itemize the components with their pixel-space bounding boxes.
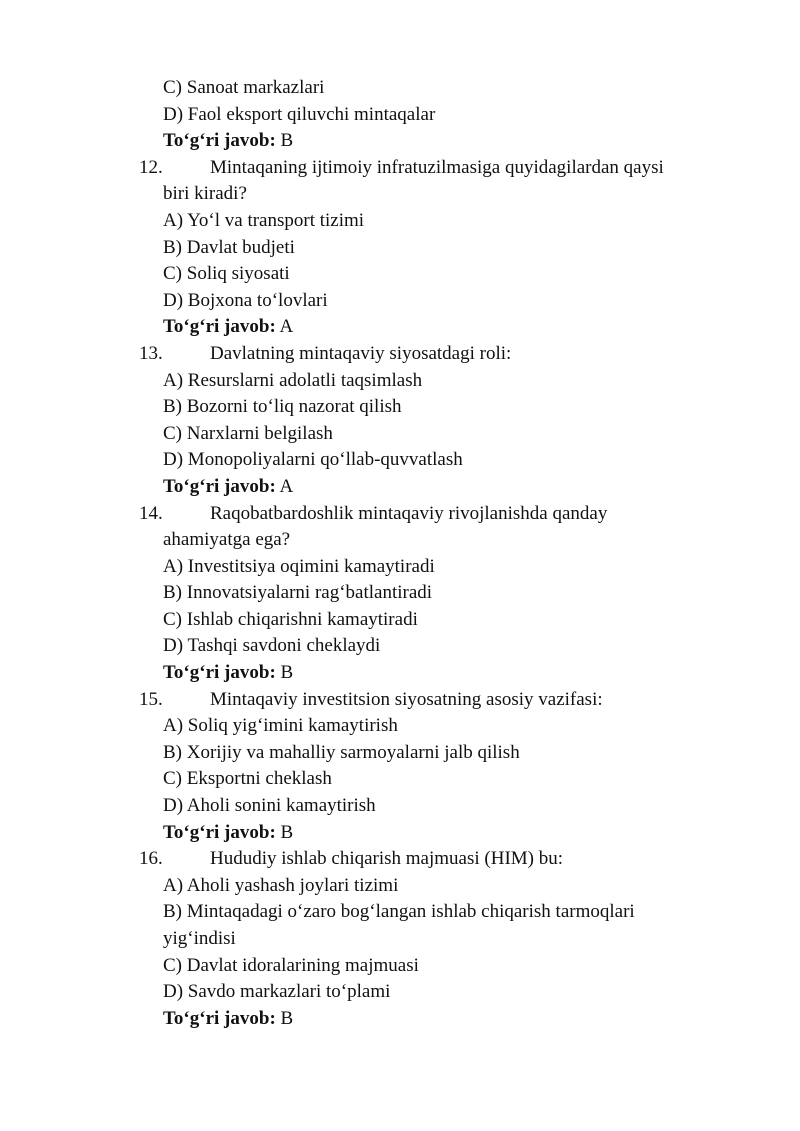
answer-label: To‘g‘ri javob: — [163, 130, 276, 152]
question-text-continued: ahamiyatga ega? — [163, 529, 291, 551]
question-line — [0, 341, 800, 368]
answer-value: B — [280, 821, 294, 843]
option-line: B) Innovatsiyalarni rag‘batlantiradi — [163, 582, 433, 604]
question-block-14 — [0, 501, 800, 687]
option-line: C) Soliq siyosati — [163, 263, 290, 285]
answer-line — [0, 128, 800, 155]
answer-value: B — [280, 662, 294, 684]
option-line: D) Tashqi savdoni cheklaydi — [163, 635, 381, 657]
document-page — [0, 75, 800, 1032]
question-line — [0, 501, 800, 528]
option-line: C) Sanoat markazlari — [163, 77, 325, 98]
answer-label: To‘g‘ri javob: — [163, 1007, 276, 1029]
question-text: Davlatning mintaqaviy siyosatdagi roli: — [210, 342, 512, 364]
option-line: A) Yo‘l va transport tizimi — [163, 209, 365, 231]
question-text-continued: biri kiradi? — [163, 183, 247, 205]
question-block-15 — [0, 687, 800, 847]
intro-block — [0, 75, 800, 155]
question-text: Raqobatbardoshlik mintaqaviy rivojlanishda qanday — [210, 502, 608, 524]
option-line: D) Faol eksport qiluvchi mintaqalar — [163, 103, 436, 125]
answer-line — [0, 314, 800, 341]
option-line: D) Savdo markazlari to‘plami — [163, 981, 391, 1003]
question-line — [0, 846, 800, 873]
question-number: 13. — [139, 342, 163, 364]
question-text: Mintaqaning ijtimoiy infratuzilmasiga quyidagilardan qaysi — [210, 156, 664, 178]
answer-label: To‘g‘ri javob: — [163, 475, 276, 497]
question-block-13 — [0, 341, 800, 501]
option-line: A) Resurslarni adolatli taqsimlash — [163, 369, 423, 391]
option-line: B) Mintaqadagi o‘zaro bog‘langan ishlab chiqarish tarmoqlari — [163, 901, 635, 923]
answer-value: A — [279, 475, 294, 497]
question-text: Hududiy ishlab chiqarish majmuasi (HIM) bu: — [210, 848, 564, 870]
question-block-12 — [0, 155, 800, 341]
option-line: B) Bozorni to‘liq nazorat qilish — [163, 396, 402, 418]
answer-line — [0, 474, 800, 501]
answer-line — [0, 660, 800, 687]
answer-line — [0, 820, 800, 847]
answer-label: To‘g‘ri javob: — [163, 821, 276, 843]
answer-value: A — [279, 316, 294, 338]
question-line — [0, 155, 800, 182]
option-line: A) Soliq yig‘imini kamaytirish — [163, 715, 398, 737]
question-line — [0, 687, 800, 714]
option-line: C) Narxlarni belgilash — [163, 422, 333, 444]
question-number: 14. — [139, 502, 163, 524]
option-line: B) Davlat budjeti — [163, 236, 295, 258]
answer-value: B — [280, 130, 294, 152]
question-block-16 — [0, 846, 800, 1032]
option-line: C) Ishlab chiqarishni kamaytiradi — [163, 608, 418, 630]
option-line: A) Investitsiya oqimini kamaytiradi — [163, 555, 435, 577]
option-line: A) Aholi yashash joylari tizimi — [163, 874, 399, 896]
answer-label: To‘g‘ri javob: — [163, 662, 276, 684]
question-number: 15. — [139, 688, 163, 710]
option-line: D) Monopoliyalarni qo‘llab-quvvatlash — [163, 449, 463, 471]
question-number: 12. — [139, 156, 163, 178]
option-line: C) Eksportni cheklash — [163, 768, 332, 790]
option-line-continued: yig‘indisi — [163, 928, 236, 949]
question-text: Mintaqaviy investitsion siyosatning asosiy vazifasi: — [210, 688, 603, 710]
answer-value: B — [280, 1007, 294, 1029]
question-number: 16. — [139, 848, 163, 870]
answer-label: To‘g‘ri javob: — [163, 316, 276, 338]
option-line: B) Xorijiy va mahalliy sarmoyalarni jalb qilish — [163, 741, 520, 763]
option-line: C) Davlat idoralarining majmuasi — [163, 954, 419, 976]
option-line: D) Aholi sonini kamaytirish — [163, 795, 376, 817]
option-line: D) Bojxona to‘lovlari — [163, 289, 328, 311]
answer-line — [0, 1006, 800, 1033]
